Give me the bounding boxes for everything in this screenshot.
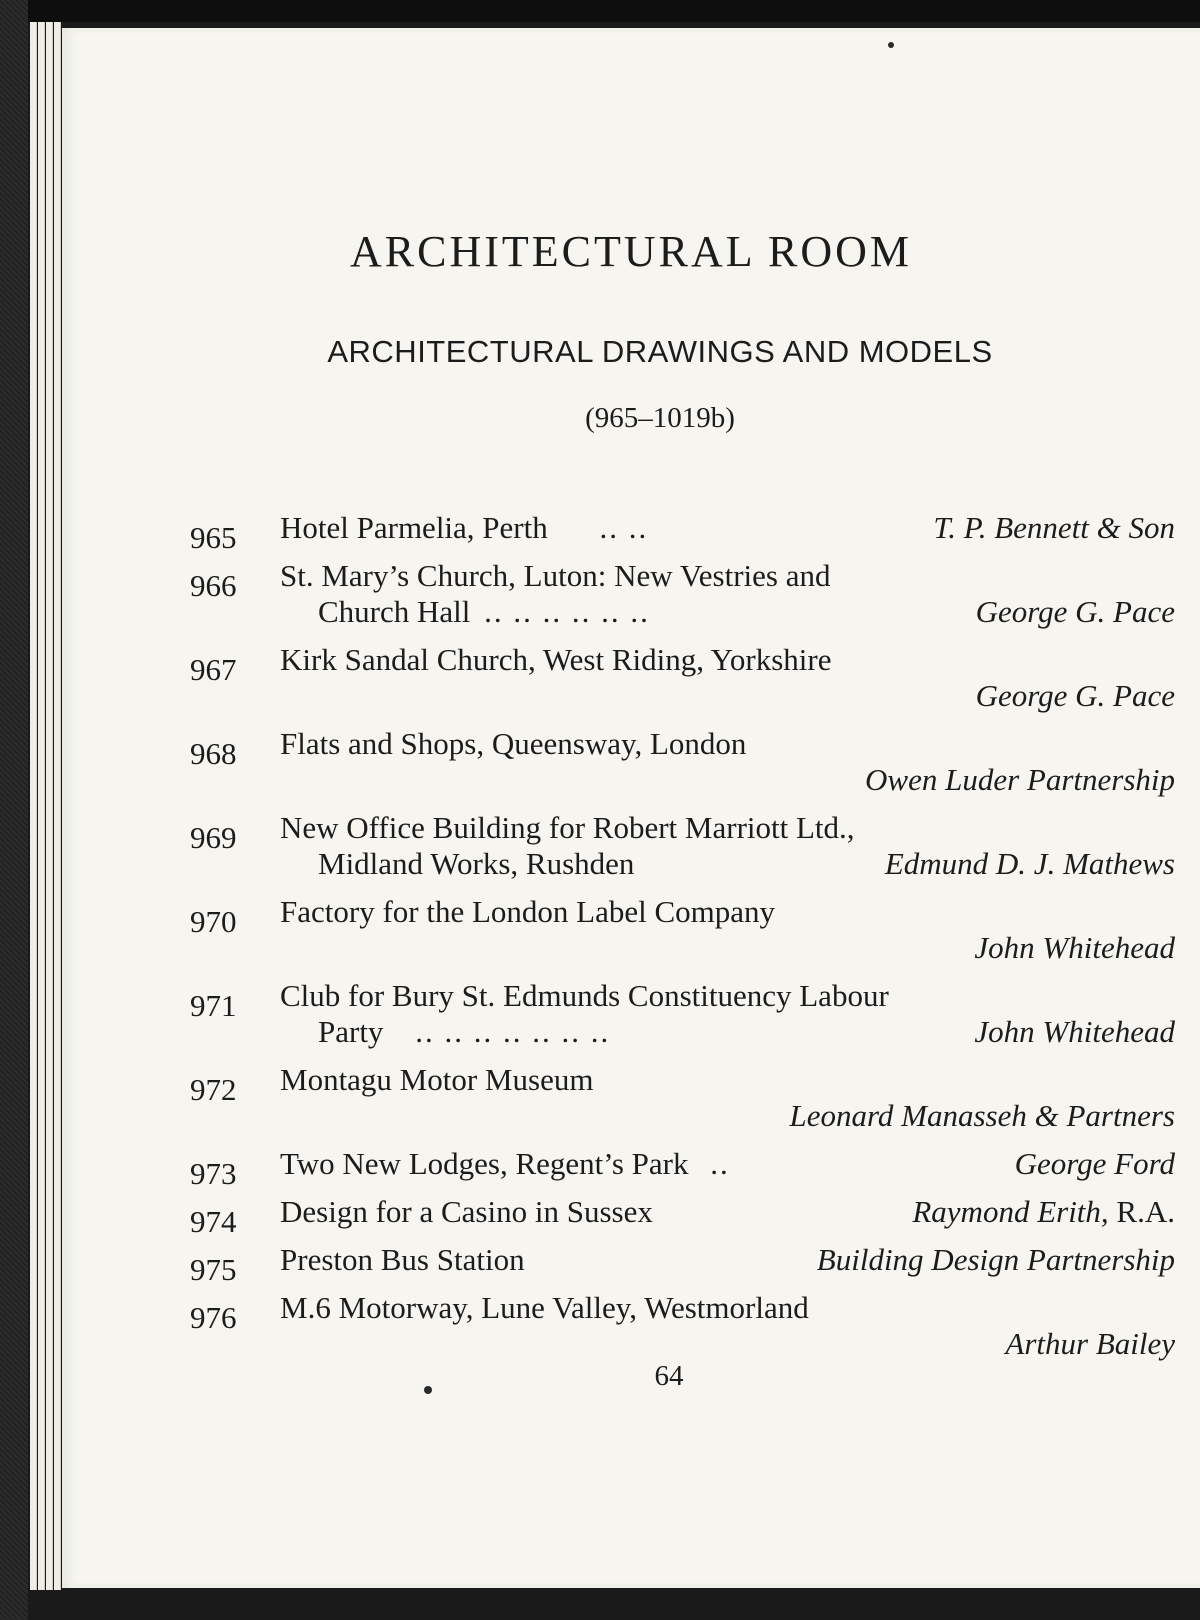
catalogue-entry: [190, 510, 1175, 554]
entry-architect-suffix: R.A.: [1116, 1194, 1175, 1229]
entry-title: Montagu Motor Museum: [280, 1062, 594, 1097]
entry-architect: Edmund D. J. Mathews: [884, 846, 1175, 881]
catalogue-entry: [190, 1194, 1175, 1238]
entry-title: New Office Building for Robert Marriott Ltd.,: [280, 810, 855, 845]
catalogue-entry: [190, 726, 1175, 806]
page-edge: [38, 22, 45, 1590]
entry-architect: Building Design Partnership: [816, 1242, 1175, 1277]
entry-architect: Arthur Bailey: [1005, 1326, 1175, 1361]
entry-title: Design for a Casino in Sussex: [280, 1194, 653, 1229]
catalogue-entry: [190, 642, 1175, 722]
entry-number: 972: [190, 1072, 237, 1107]
scanner-background-top: [0, 0, 1200, 22]
entry-architect: Owen Luder Partnership: [865, 762, 1175, 797]
entry-number: 973: [190, 1156, 237, 1191]
catalogue-entry: [190, 978, 1175, 1058]
entry-title: St. Mary’s Church, Luton: New Vestries and: [280, 558, 831, 593]
entry-number: 971: [190, 988, 237, 1023]
entry-architect: Raymond Erith,: [912, 1194, 1109, 1229]
entry-title: Two New Lodges, Regent’s Park: [280, 1146, 689, 1181]
entry-title: M.6 Motorway, Lune Valley, Westmorland: [280, 1290, 809, 1325]
entry-title: Kirk Sandal Church, West Riding, Yorkshire: [280, 642, 832, 677]
entry-architect: T. P. Bennett & Son: [933, 510, 1175, 545]
dot-leader: .. .. .. .. .. ..: [484, 594, 650, 629]
entry-number: 967: [190, 652, 237, 687]
catalogue-entry: [190, 1146, 1175, 1190]
dot-leader: .. ..: [599, 510, 649, 545]
dot-leader: ..: [710, 1146, 730, 1181]
entry-architect: George G. Pace: [975, 678, 1175, 713]
catalogue-entry: [190, 810, 1175, 890]
catalogue-entry: [190, 558, 1175, 638]
catalogue-entry: [190, 1290, 1175, 1370]
catalogue-entry: [190, 1062, 1175, 1142]
entry-number: 966: [190, 568, 237, 603]
entry-number: 965: [190, 520, 237, 555]
entry-title: Club for Bury St. Edmunds Constituency Labour: [280, 978, 889, 1013]
catalogue-range: (965–1019b): [585, 402, 735, 434]
page-edge: [30, 22, 37, 1590]
entry-number: 975: [190, 1252, 237, 1287]
entry-architect: George Ford: [1014, 1146, 1175, 1181]
page-number: 64: [654, 1360, 684, 1392]
page-edge: [54, 22, 61, 1590]
entry-title: Flats and Shops, Queensway, London: [280, 726, 747, 761]
entry-number: 976: [190, 1300, 237, 1335]
entry-architect: John Whitehead: [974, 930, 1175, 965]
entry-title: Hotel Parmelia, Perth: [280, 510, 548, 545]
dot-leader: .. .. .. .. .. .. ..: [415, 1014, 611, 1049]
entry-title-continued: Church Hall: [318, 594, 471, 629]
entry-title-continued: Party: [318, 1014, 384, 1049]
entry-title: Factory for the London Label Company: [280, 894, 776, 929]
print-speck: [888, 42, 894, 48]
entry-number: 974: [190, 1204, 237, 1239]
entry-architect: George G. Pace: [975, 594, 1175, 629]
catalogue-entry: [190, 1242, 1175, 1286]
catalogue-entry: [190, 894, 1175, 974]
entry-architect: Leonard Manasseh & Partners: [789, 1098, 1175, 1133]
entry-architect: John Whitehead: [974, 1014, 1175, 1049]
entry-number: 970: [190, 904, 237, 939]
entry-title: Preston Bus Station: [280, 1242, 525, 1277]
entry-number: 968: [190, 736, 237, 771]
section-subtitle: ARCHITECTURAL DRAWINGS AND MODELS: [327, 334, 993, 369]
entry-title-continued: Midland Works, Rushden: [318, 846, 635, 881]
page-edge: [46, 22, 53, 1590]
entry-number: 969: [190, 820, 237, 855]
page-title: ARCHITECTURAL ROOM: [349, 227, 913, 276]
